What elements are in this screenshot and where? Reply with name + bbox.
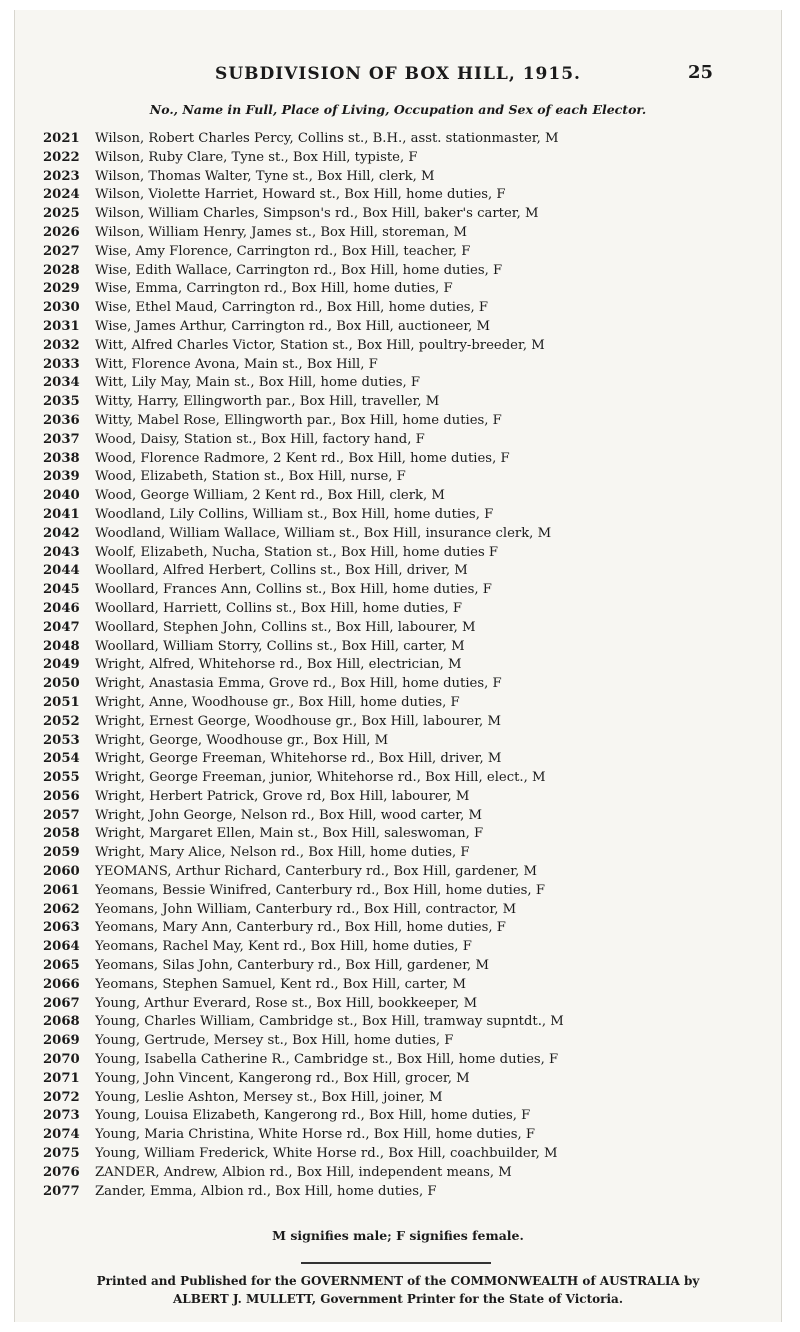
elector-details: Young, Gertrude, Mersey st., Box Hill, home duties, F [95, 1033, 454, 1049]
elector-details: Yeomans, Rachel May, Kent rd., Box Hill, home duties, F [95, 939, 472, 955]
elector-details: YEOMANS, Arthur Richard, Canterbury rd., Box Hill, gardener, M [95, 864, 538, 880]
list-item [43, 431, 765, 450]
list-item [43, 1126, 765, 1145]
elector-number: 2021 [43, 131, 80, 146]
list-item [43, 224, 765, 243]
elector-details: Wise, Amy Florence, Carrington rd., Box Hill, teacher, F [95, 243, 471, 259]
elector-details: Young, John Vincent, Kangerong rd., Box Hill, grocer, M [95, 1070, 470, 1086]
elector-details: Woollard, Harriett, Collins st., Box Hill, home duties, F [95, 600, 463, 616]
elector-details: Yeomans, Mary Ann, Canterbury rd., Box Hill, home duties, F [95, 920, 506, 936]
elector-details: Wilson, Thomas Walter, Tyne st., Box Hill, clerk, M [95, 168, 435, 184]
elector-details: ZANDER, Andrew, Albion rd., Box Hill, independent means, M [95, 1164, 512, 1180]
elector-number: 2035 [43, 394, 80, 410]
elector-details: Young, Isabella Catherine R., Cambridge st., Box Hill, home duties, F [95, 1052, 559, 1068]
list-item [43, 694, 765, 713]
list-item [43, 769, 765, 788]
list-item [43, 130, 765, 149]
list-item [43, 1145, 765, 1164]
footer-divider [301, 1262, 491, 1264]
elector-details: Wright, Herbert Patrick, Grove rd, Box Hill, labourer, M [95, 788, 470, 804]
elector-number: 2041 [43, 506, 80, 522]
elector-details: Witty, Mabel Rose, Ellingworth par., Box Hill, home duties, F [95, 412, 502, 428]
list-item [43, 1013, 765, 1032]
elector-number: 2051 [43, 694, 80, 710]
elector-details: Wright, Anastasia Emma, Grove rd., Box Hill, home duties, F [95, 676, 502, 692]
elector-number: 2037 [43, 431, 80, 447]
list-item [43, 581, 765, 600]
elector-number: 2034 [43, 375, 80, 391]
imprint-line-2: ALBERT J. MULLETT, Government Printer for the State of Victoria. [172, 1292, 623, 1306]
list-item [43, 995, 765, 1014]
list-item [43, 638, 765, 657]
page-title: SUBDIVISION OF BOX HILL, 1915. [215, 64, 581, 84]
list-item [43, 882, 765, 901]
elector-number: 2043 [43, 544, 80, 560]
elector-details: Young, Leslie Ashton, Mersey st., Box Hill, joiner, M [95, 1089, 443, 1105]
elector-details: Wood, Florence Radmore, 2 Kent rd., Box Hill, home duties, F [95, 450, 510, 466]
list-item [43, 1070, 765, 1089]
elector-number: 2023 [43, 168, 80, 184]
elector-number: 2025 [43, 206, 80, 222]
elector-details: Woodland, William Wallace, William st., Box Hill, insurance clerk, M [95, 525, 552, 541]
elector-details: Yeomans, Stephen Samuel, Kent rd., Box Hill, carter, M [95, 976, 466, 992]
elector-number: 2068 [43, 1014, 80, 1030]
elector-number: 2027 [43, 243, 80, 259]
list-item [43, 468, 765, 487]
list-item [43, 562, 765, 581]
elector-number: 2033 [43, 356, 80, 372]
list-item [43, 1089, 765, 1108]
elector-number: 2072 [43, 1089, 80, 1105]
list-item [43, 299, 765, 318]
list-item [43, 656, 765, 675]
elector-number: 2049 [43, 657, 80, 673]
elector-details: Wood, George William, 2 Kent rd., Box Hill, clerk, M [95, 488, 445, 504]
elector-number: 2065 [43, 958, 80, 974]
list-item [43, 412, 765, 431]
list-item [43, 337, 765, 356]
elector-number: 2036 [43, 412, 80, 428]
elector-number: 2038 [43, 450, 80, 466]
elector-number: 2046 [43, 600, 80, 616]
elector-details: Wright, George Freeman, Whitehorse rd., Box Hill, driver, M [95, 751, 502, 767]
elector-details: Wood, Daisy, Station st., Box Hill, factory hand, F [95, 431, 425, 447]
elector-number: 2077 [43, 1183, 80, 1199]
list-item [43, 863, 765, 882]
elector-details: Wood, Elizabeth, Station st., Box Hill, nurse, F [95, 469, 406, 485]
elector-details: Wright, Anne, Woodhouse gr., Box Hill, home duties, F [95, 694, 460, 710]
elector-number: 2039 [43, 469, 80, 485]
list-item [43, 844, 765, 863]
elector-number: 2069 [43, 1033, 80, 1049]
elector-number: 2058 [43, 826, 80, 842]
elector-number: 2075 [43, 1146, 80, 1162]
elector-details: Wright, George Freeman, junior, Whitehorse rd., Box Hill, elect., M [95, 770, 546, 786]
elector-number: 2048 [43, 638, 80, 654]
elector-details: Wilson, William Charles, Simpson's rd., Box Hill, baker's carter, M [95, 206, 539, 222]
page-number: 25 [687, 62, 713, 83]
sex-legend: M signifies male; F signifies female. [272, 1228, 524, 1243]
list-item [43, 788, 765, 807]
elector-number: 2031 [43, 318, 80, 334]
list-item [43, 957, 765, 976]
elector-details: Wise, James Arthur, Carrington rd., Box Hill, auctioneer, M [95, 318, 491, 334]
elector-details: Witty, Harry, Ellingworth par., Box Hill, traveller, M [95, 394, 440, 410]
list-item [43, 168, 765, 187]
page-header [15, 62, 781, 90]
list-item [43, 374, 765, 393]
elector-number: 2054 [43, 751, 80, 767]
elector-number: 2076 [43, 1164, 80, 1180]
list-item [43, 732, 765, 751]
elector-details: Wise, Edith Wallace, Carrington rd., Box Hill, home duties, F [95, 262, 503, 278]
elector-details: Witt, Alfred Charles Victor, Station st., Box Hill, poultry-breeder, M [95, 337, 545, 353]
elector-number: 2045 [43, 582, 80, 598]
elector-details: Woollard, Alfred Herbert, Collins st., Box Hill, driver, M [95, 563, 468, 579]
list-item [43, 544, 765, 563]
elector-details: Wise, Emma, Carrington rd., Box Hill, home duties, F [95, 281, 453, 297]
elector-number: 2066 [43, 976, 80, 992]
elector-number: 2067 [43, 995, 80, 1011]
elector-details: Wilson, Robert Charles Percy, Collins st., B.H., asst. stationmaster, M [95, 131, 559, 146]
list-item [43, 807, 765, 826]
list-item [43, 149, 765, 168]
elector-number: 2063 [43, 920, 80, 936]
elector-number: 2055 [43, 770, 80, 786]
list-item [43, 1183, 765, 1202]
list-item [43, 938, 765, 957]
elector-number: 2029 [43, 281, 80, 297]
list-item [43, 675, 765, 694]
list-item [43, 450, 765, 469]
elector-details: Woolf, Elizabeth, Nucha, Station st., Box Hill, home duties F [95, 544, 499, 560]
elector-number: 2047 [43, 619, 80, 635]
elector-details: Woollard, William Storry, Collins st., Box Hill, carter, M [95, 638, 465, 654]
elector-number: 2062 [43, 901, 80, 917]
elector-details: Wilson, Violette Harriet, Howard st., Box Hill, home duties, F [95, 187, 506, 203]
elector-details: Yeomans, Silas John, Canterbury rd., Box Hill, gardener, M [95, 958, 489, 974]
elector-number: 2060 [43, 864, 80, 880]
elector-number: 2057 [43, 807, 80, 823]
list-item [43, 976, 765, 995]
elector-number: 2053 [43, 732, 80, 748]
column-description: No., Name in Full, Place of Living, Occupation and Sex of each Elector. [149, 102, 647, 117]
elector-number: 2073 [43, 1108, 80, 1124]
elector-details: Wright, Margaret Ellen, Main st., Box Hill, saleswoman, F [95, 826, 484, 842]
elector-details: Zander, Emma, Albion rd., Box Hill, home duties, F [95, 1183, 437, 1199]
imprint-line-1: Printed and Published for the GOVERNMENT of the COMMONWEALTH of AUSTRALIA by [96, 1274, 700, 1288]
list-item [43, 186, 765, 205]
list-item [43, 280, 765, 299]
elector-details: Wilson, William Henry, James st., Box Hill, storeman, M [95, 224, 467, 240]
elector-details: Woodland, Lily Collins, William st., Box Hill, home duties, F [95, 506, 494, 522]
elector-number: 2061 [43, 882, 80, 898]
elector-details: Young, Maria Christina, White Horse rd., Box Hill, home duties, F [95, 1127, 536, 1143]
elector-details: Wise, Ethel Maud, Carrington rd., Box Hill, home duties, F [95, 300, 489, 316]
elector-details: Yeomans, John William, Canterbury rd., Box Hill, contractor, M [95, 901, 517, 917]
elector-number: 2056 [43, 788, 80, 804]
elector-number: 2052 [43, 713, 80, 729]
elector-number: 2024 [43, 187, 80, 203]
list-item [43, 506, 765, 525]
elector-number: 2026 [43, 224, 80, 240]
printer-imprint [15, 1272, 781, 1308]
document-page [14, 10, 782, 1322]
elector-details: Wilson, Ruby Clare, Tyne st., Box Hill, typiste, F [95, 149, 418, 165]
list-item [43, 356, 765, 375]
elector-number: 2030 [43, 300, 80, 316]
elector-details: Wright, George, Woodhouse gr., Box Hill, M [95, 732, 389, 748]
elector-details: Witt, Florence Avona, Main st., Box Hill, F [95, 356, 378, 372]
list-item [43, 205, 765, 224]
list-item [43, 1107, 765, 1126]
elector-details: Young, Louisa Elizabeth, Kangerong rd., Box Hill, home duties, F [95, 1108, 531, 1124]
elector-number: 2044 [43, 563, 80, 579]
list-item [43, 393, 765, 412]
list-item [43, 901, 765, 920]
list-item [43, 1032, 765, 1051]
list-item [43, 487, 765, 506]
elector-details: Yeomans, Bessie Winifred, Canterbury rd., Box Hill, home duties, F [95, 882, 545, 898]
elector-details: Young, Charles William, Cambridge st., Box Hill, tramway supntdt., M [95, 1014, 564, 1030]
list-item [43, 262, 765, 281]
elector-number: 2042 [43, 525, 80, 541]
elector-details: Wright, John George, Nelson rd., Box Hill, wood carter, M [95, 807, 482, 823]
elector-details: Woollard, Frances Ann, Collins st., Box Hill, home duties, F [95, 582, 492, 598]
elector-details: Wright, Mary Alice, Nelson rd., Box Hill, home duties, F [95, 845, 470, 861]
list-item [43, 1051, 765, 1070]
elector-number: 2071 [43, 1070, 80, 1086]
elector-number: 2059 [43, 845, 80, 861]
elector-details: Young, William Frederick, White Horse rd., Box Hill, coachbuilder, M [95, 1146, 558, 1162]
elector-details: Witt, Lily May, Main st., Box Hill, home duties, F [95, 375, 421, 391]
list-item [43, 318, 765, 337]
elector-details: Wright, Alfred, Whitehorse rd., Box Hill, electrician, M [95, 657, 462, 673]
elector-number: 2032 [43, 337, 80, 353]
elector-number: 2050 [43, 676, 80, 692]
elector-number: 2040 [43, 488, 80, 504]
elector-number: 2070 [43, 1052, 80, 1068]
elector-list [43, 130, 765, 1201]
list-item [43, 750, 765, 769]
list-item [43, 525, 765, 544]
list-item [43, 1164, 765, 1183]
list-item [43, 919, 765, 938]
elector-details: Young, Arthur Everard, Rose st., Box Hill, bookkeeper, M [95, 995, 478, 1011]
list-item [43, 243, 765, 262]
list-item [43, 619, 765, 638]
list-item [43, 825, 765, 844]
elector-details: Woollard, Stephen John, Collins st., Box Hill, labourer, M [95, 619, 476, 635]
list-item [43, 713, 765, 732]
elector-number: 2074 [43, 1127, 80, 1143]
elector-number: 2028 [43, 262, 80, 278]
elector-number: 2064 [43, 939, 80, 955]
elector-number: 2022 [43, 149, 80, 165]
list-item [43, 600, 765, 619]
elector-details: Wright, Ernest George, Woodhouse gr., Box Hill, labourer, M [95, 713, 501, 729]
